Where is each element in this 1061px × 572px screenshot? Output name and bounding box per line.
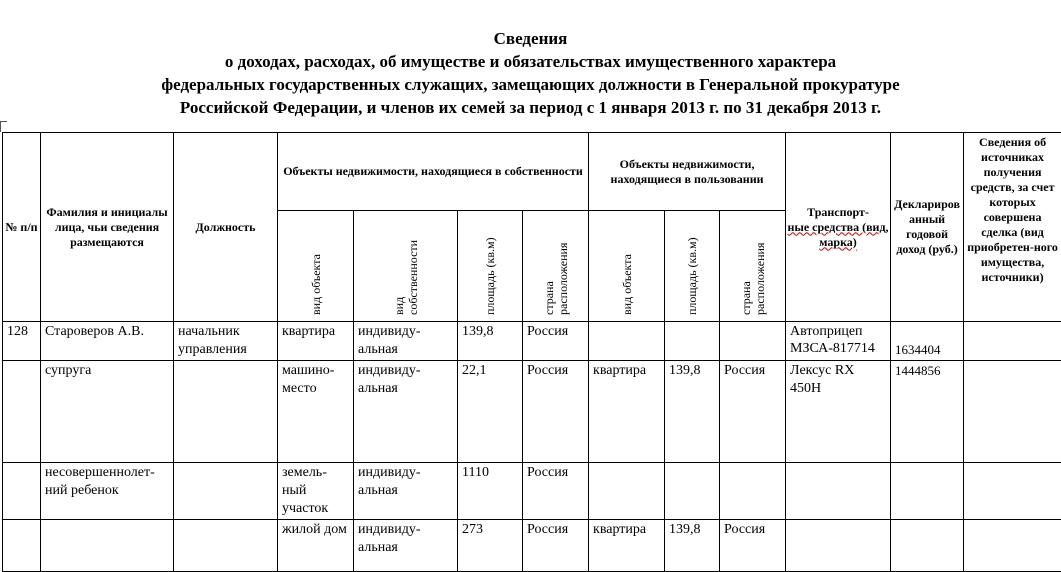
header-position: Должность xyxy=(174,133,278,322)
cell-use-type: квартира xyxy=(589,361,665,463)
cell-income: 1634404 xyxy=(891,322,964,361)
cell-income xyxy=(891,520,964,572)
cell-own-country: Россия xyxy=(523,520,589,572)
cell-sources xyxy=(964,361,1061,463)
cell-use-area xyxy=(665,322,720,361)
header-owned-kind: вид собственности xyxy=(354,211,458,322)
cell-name xyxy=(41,520,174,572)
declaration-table xyxy=(2,132,1061,572)
cell-use-country: Россия xyxy=(720,520,786,572)
cell-own-area: 273 xyxy=(458,520,523,572)
cell-own-country: Россия xyxy=(523,463,589,520)
header-used-group: Объекты недвижимости, находящиеся в пользовании xyxy=(589,133,786,211)
cell-num: 128 xyxy=(3,322,41,361)
cell-sources xyxy=(964,463,1061,520)
cell-use-area xyxy=(665,463,720,520)
cell-position xyxy=(174,361,278,463)
cell-vehicles xyxy=(786,520,891,572)
cell-vehicles: Автоприцеп МЗСА-817714 xyxy=(786,322,891,361)
header-owned-type: вид объекта xyxy=(278,211,354,322)
table-row xyxy=(3,520,1061,572)
header-owned-area: площадь (кв.м) xyxy=(458,211,523,322)
cell-own-country: Россия xyxy=(523,322,589,361)
cell-num xyxy=(3,463,41,520)
cell-position xyxy=(174,520,278,572)
cell-use-area: 139,8 xyxy=(665,520,720,572)
cell-own-type: земель-ный участок xyxy=(278,463,354,520)
header-used-type: вид объекта xyxy=(589,211,665,322)
cell-use-type xyxy=(589,463,665,520)
cell-use-country xyxy=(720,463,786,520)
table-move-handle[interactable] xyxy=(0,121,7,132)
cell-use-type: квартира xyxy=(589,520,665,572)
cell-own-area: 1110 xyxy=(458,463,523,520)
cell-num xyxy=(3,520,41,572)
cell-position: начальник управления xyxy=(174,322,278,361)
cell-sources xyxy=(964,520,1061,572)
cell-own-kind: индивиду-альная xyxy=(354,463,458,520)
header-sources: Сведения об источниках получения средств, за счет которых совершена сделка (вид приобретен-ного имущества, источники) xyxy=(964,133,1061,322)
cell-name: несовершеннолет-ний ребенок xyxy=(41,463,174,520)
cell-own-type: машино-место xyxy=(278,361,354,463)
title-line-4: Российской Федерации, и членов их семей за период с 1 января 2013 г. по 31 декабря 2013 г. xyxy=(0,96,1061,119)
cell-own-kind: индивиду-альная xyxy=(354,520,458,572)
cell-name: Староверов А.В. xyxy=(41,322,174,361)
cell-income: 1444856 xyxy=(891,361,964,463)
table-row xyxy=(3,322,1061,361)
cell-vehicles xyxy=(786,463,891,520)
cell-use-country: Россия xyxy=(720,361,786,463)
title-line-3: федеральных государственных служащих, замещающих должности в Генеральной прокуратуре xyxy=(0,73,1061,96)
cell-num xyxy=(3,361,41,463)
cell-income xyxy=(891,463,964,520)
cell-own-kind: индивиду-альная xyxy=(354,361,458,463)
header-owned-country: страна расположения xyxy=(523,211,589,322)
cell-use-type xyxy=(589,322,665,361)
header-used-country: страна расположения xyxy=(720,211,786,322)
cell-use-area: 139,8 xyxy=(665,361,720,463)
title-line-2: о доходах, расходах, об имуществе и обязательствах имущественного характера xyxy=(0,50,1061,73)
cell-own-country: Россия xyxy=(523,361,589,463)
cell-use-country xyxy=(720,322,786,361)
cell-sources xyxy=(964,322,1061,361)
document-title xyxy=(0,27,1061,119)
cell-own-kind: индивиду-альная xyxy=(354,322,458,361)
table-row xyxy=(3,361,1061,463)
cell-own-area: 22,1 xyxy=(458,361,523,463)
cell-own-area: 139,8 xyxy=(458,322,523,361)
header-used-area: площадь (кв.м) xyxy=(665,211,720,322)
cell-vehicles: Лексус RX 450H xyxy=(786,361,891,463)
cell-position xyxy=(174,463,278,520)
header-num: № п/п xyxy=(3,133,41,322)
title-line-1: Сведения xyxy=(0,27,1061,50)
header-owned-group: Объекты недвижимости, находящиеся в собственности xyxy=(278,133,589,211)
cell-own-type: квартира xyxy=(278,322,354,361)
header-vehicles: Транспорт- ные средства (вид, марка) xyxy=(786,133,891,322)
cell-name: супруга xyxy=(41,361,174,463)
header-income: Деклариров анный годовой доход (руб.) xyxy=(891,133,964,322)
header-name: Фамилия и инициалы лица, чьи сведения размещаются xyxy=(41,133,174,322)
cell-own-type: жилой дом xyxy=(278,520,354,572)
table-row xyxy=(3,463,1061,520)
